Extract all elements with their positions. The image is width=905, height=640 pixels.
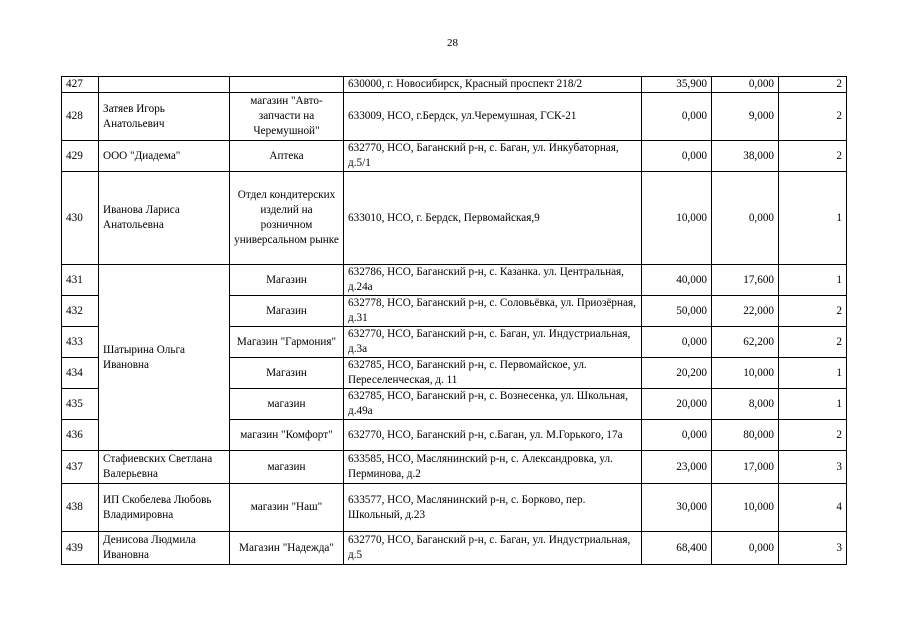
value-3: 4 bbox=[779, 484, 847, 532]
object-type: Магазин "Гармония" bbox=[230, 327, 344, 358]
value-3: 2 bbox=[779, 77, 847, 93]
table-row bbox=[62, 451, 847, 484]
value-1: 0,000 bbox=[642, 141, 712, 172]
address: 633009, НСО, г.Бердск, ул.Черемушная, ГСК-21 bbox=[344, 93, 642, 141]
object-type: магазин "Авто-запчасти на Черемушной" bbox=[230, 93, 344, 141]
row-number: 428 bbox=[62, 93, 99, 141]
object-type: магазин bbox=[230, 451, 344, 484]
table-row bbox=[62, 484, 847, 532]
address: 633010, НСО, г. Бердск, Первомайская,9 bbox=[344, 172, 642, 265]
row-number: 437 bbox=[62, 451, 99, 484]
value-2: 17,600 bbox=[712, 265, 779, 296]
value-2: 0,000 bbox=[712, 77, 779, 93]
row-number: 438 bbox=[62, 484, 99, 532]
row-number: 439 bbox=[62, 532, 99, 565]
retail-objects-table bbox=[61, 76, 847, 565]
owner-name: Иванова Лариса Анатольевна bbox=[99, 172, 230, 265]
owner-name: ООО "Диадема" bbox=[99, 141, 230, 172]
object-type: Магазин "Надежда" bbox=[230, 532, 344, 565]
value-2: 38,000 bbox=[712, 141, 779, 172]
page-number: 28 bbox=[447, 37, 458, 49]
object-type: магазин bbox=[230, 389, 344, 420]
value-3: 2 bbox=[779, 141, 847, 172]
value-3: 1 bbox=[779, 358, 847, 389]
value-1: 23,000 bbox=[642, 451, 712, 484]
object-type: Отдел кондитерских изделий на розничном универсальном рынке bbox=[230, 172, 344, 265]
address: 632770, НСО, Баганский р-н, с. Баган, ул. Инкубаторная, д.5/1 bbox=[344, 141, 642, 172]
table-row bbox=[62, 77, 847, 93]
value-1: 20,200 bbox=[642, 358, 712, 389]
value-2: 62,200 bbox=[712, 327, 779, 358]
owner-name: Денисова Людмила Ивановна bbox=[99, 532, 230, 565]
row-number: 429 bbox=[62, 141, 99, 172]
owner-name: ИП Скобелева Любовь Владимировна bbox=[99, 484, 230, 532]
row-number: 433 bbox=[62, 327, 99, 358]
row-number: 432 bbox=[62, 296, 99, 327]
address: 633577, НСО, Маслянинский р-н, с. Борково, пер. Школьный, д.23 bbox=[344, 484, 642, 532]
value-2: 0,000 bbox=[712, 172, 779, 265]
row-number: 436 bbox=[62, 420, 99, 451]
object-type: Магазин bbox=[230, 296, 344, 327]
table-row bbox=[62, 265, 847, 296]
address: 632770, НСО, Баганский р-н, с.Баган, ул. М.Горького, 17а bbox=[344, 420, 642, 451]
value-1: 40,000 bbox=[642, 265, 712, 296]
value-2: 17,000 bbox=[712, 451, 779, 484]
value-3: 1 bbox=[779, 172, 847, 265]
value-3: 3 bbox=[779, 532, 847, 565]
owner-name: Шатырина Ольга Ивановна bbox=[99, 265, 230, 451]
value-2: 0,000 bbox=[712, 532, 779, 565]
table-row bbox=[62, 172, 847, 265]
object-type: Аптека bbox=[230, 141, 344, 172]
value-3: 1 bbox=[779, 265, 847, 296]
address: 633585, НСО, Маслянинский р-н, с. Александровка, ул. Перминова, д.2 bbox=[344, 451, 642, 484]
value-1: 50,000 bbox=[642, 296, 712, 327]
address: 630000, г. Новосибирск, Красный проспект 218/2 bbox=[344, 77, 642, 93]
address: 632786, НСО, Баганский р-н, с. Казанка. ул. Центральная, д.24а bbox=[344, 265, 642, 296]
object-type bbox=[230, 77, 344, 93]
object-type: магазин "Комфорт" bbox=[230, 420, 344, 451]
table-row bbox=[62, 141, 847, 172]
value-1: 20,000 bbox=[642, 389, 712, 420]
value-3: 2 bbox=[779, 93, 847, 141]
row-number: 431 bbox=[62, 265, 99, 296]
table-row bbox=[62, 532, 847, 565]
address: 632770, НСО, Баганский р-н, с. Баган, ул. Индустриальная, д.5 bbox=[344, 532, 642, 565]
row-number: 430 bbox=[62, 172, 99, 265]
value-3: 3 bbox=[779, 451, 847, 484]
address: 632785, НСО, Баганский р-н, с. Первомайское, ул. Переселенческая, д. 11 bbox=[344, 358, 642, 389]
address: 632770, НСО, Баганский р-н, с. Баган, ул. Индустриальная, д.3а bbox=[344, 327, 642, 358]
owner-name: Затяев Игорь Анатольевич bbox=[99, 93, 230, 141]
value-1: 35,900 bbox=[642, 77, 712, 93]
value-3: 2 bbox=[779, 420, 847, 451]
table-row bbox=[62, 93, 847, 141]
owner-name: Стафиевских Светлана Валерьевна bbox=[99, 451, 230, 484]
value-2: 80,000 bbox=[712, 420, 779, 451]
address: 632778, НСО, Баганский р-н, с. Соловьёвка, ул. Приозёрная, д.31 bbox=[344, 296, 642, 327]
object-type: Магазин bbox=[230, 265, 344, 296]
value-2: 22,000 bbox=[712, 296, 779, 327]
object-type: магазин "Наш" bbox=[230, 484, 344, 532]
row-number: 434 bbox=[62, 358, 99, 389]
row-number: 435 bbox=[62, 389, 99, 420]
value-1: 68,400 bbox=[642, 532, 712, 565]
value-2: 10,000 bbox=[712, 358, 779, 389]
row-number: 427 bbox=[62, 77, 99, 93]
value-2: 9,000 bbox=[712, 93, 779, 141]
value-1: 0,000 bbox=[642, 420, 712, 451]
address: 632785, НСО, Баганский р-н, с. Вознесенка, ул. Школьная, д.49а bbox=[344, 389, 642, 420]
value-3: 2 bbox=[779, 296, 847, 327]
value-1: 30,000 bbox=[642, 484, 712, 532]
value-3: 2 bbox=[779, 327, 847, 358]
object-type: Магазин bbox=[230, 358, 344, 389]
value-1: 0,000 bbox=[642, 327, 712, 358]
value-2: 10,000 bbox=[712, 484, 779, 532]
value-1: 10,000 bbox=[642, 172, 712, 265]
value-1: 0,000 bbox=[642, 93, 712, 141]
value-2: 8,000 bbox=[712, 389, 779, 420]
value-3: 1 bbox=[779, 389, 847, 420]
owner-name bbox=[99, 77, 230, 93]
